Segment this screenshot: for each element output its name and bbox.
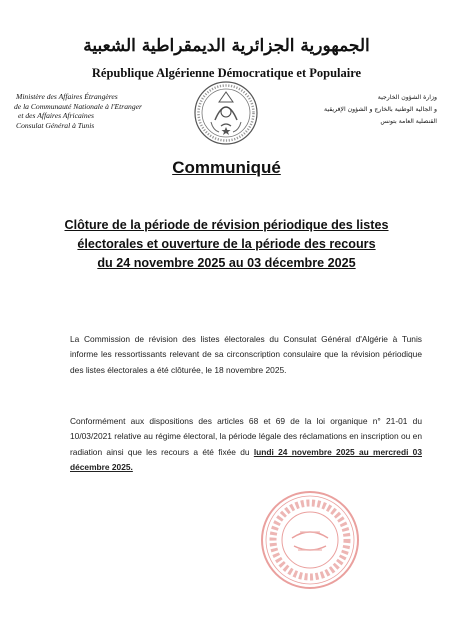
paragraph-2-text: Conformément aux dispositions des articles 68 et 69 de la loi organique n° 21-01 du 10/03/2021 relative au régime électoral, la période légale des réclamations en inscription ou en radiation ainsi que les recours a été fixée du: [70, 416, 422, 457]
subject-dates: du 24 novembre 2025 au 03 décembre 2025: [97, 256, 356, 270]
body-paragraph-1: La Commission de révision des listes électorales du Consulat Général d'Algérie à Tunis informe les ressortissants relevant de sa circonscription consulaire que la révision périodique des listes électorales a été clôturée, le 18 novembre 2025.: [70, 334, 422, 375]
body-paragraph-2: [70, 414, 422, 476]
consulate-stamp-icon: [258, 488, 362, 592]
communique-heading: Communiqué: [172, 158, 281, 177]
french-state-title: République Algérienne Démocratique et Populaire: [91, 66, 362, 80]
ministry-line: de la Communauté Nationale à l'Etranger: [14, 101, 142, 111]
subject-main: Clôture de la période de révision périodique des listes électorales et ouverture de la période des recours: [64, 218, 389, 251]
paragraph-2-highlight: lundi 24 novembre 2025 au mercredi 03 décembre 2025.: [70, 446, 422, 473]
ministry-line: et des Affaires Africaines: [18, 111, 95, 121]
algeria-national-emblem-icon: [193, 80, 259, 146]
arabic-state-title: الجمهورية الجزائرية الديمقراطية الشعبية: [83, 36, 370, 56]
ministry-line-ar: و الجالية الوطنية بالخارج و الشؤون الإفريقية: [324, 106, 437, 113]
ministry-line-ar: القنصلية العامة بتونس: [380, 118, 437, 125]
ministry-line-ar: وزارة الشؤون الخارجية: [377, 94, 437, 101]
communique-subject: [30, 216, 423, 273]
ministry-line: Ministère des Affaires Étrangères: [16, 92, 118, 101]
ministry-line: Consulat Général à Tunis: [16, 120, 95, 130]
ministry-block-fr: [14, 92, 189, 130]
ministry-block-ar: [262, 92, 437, 128]
